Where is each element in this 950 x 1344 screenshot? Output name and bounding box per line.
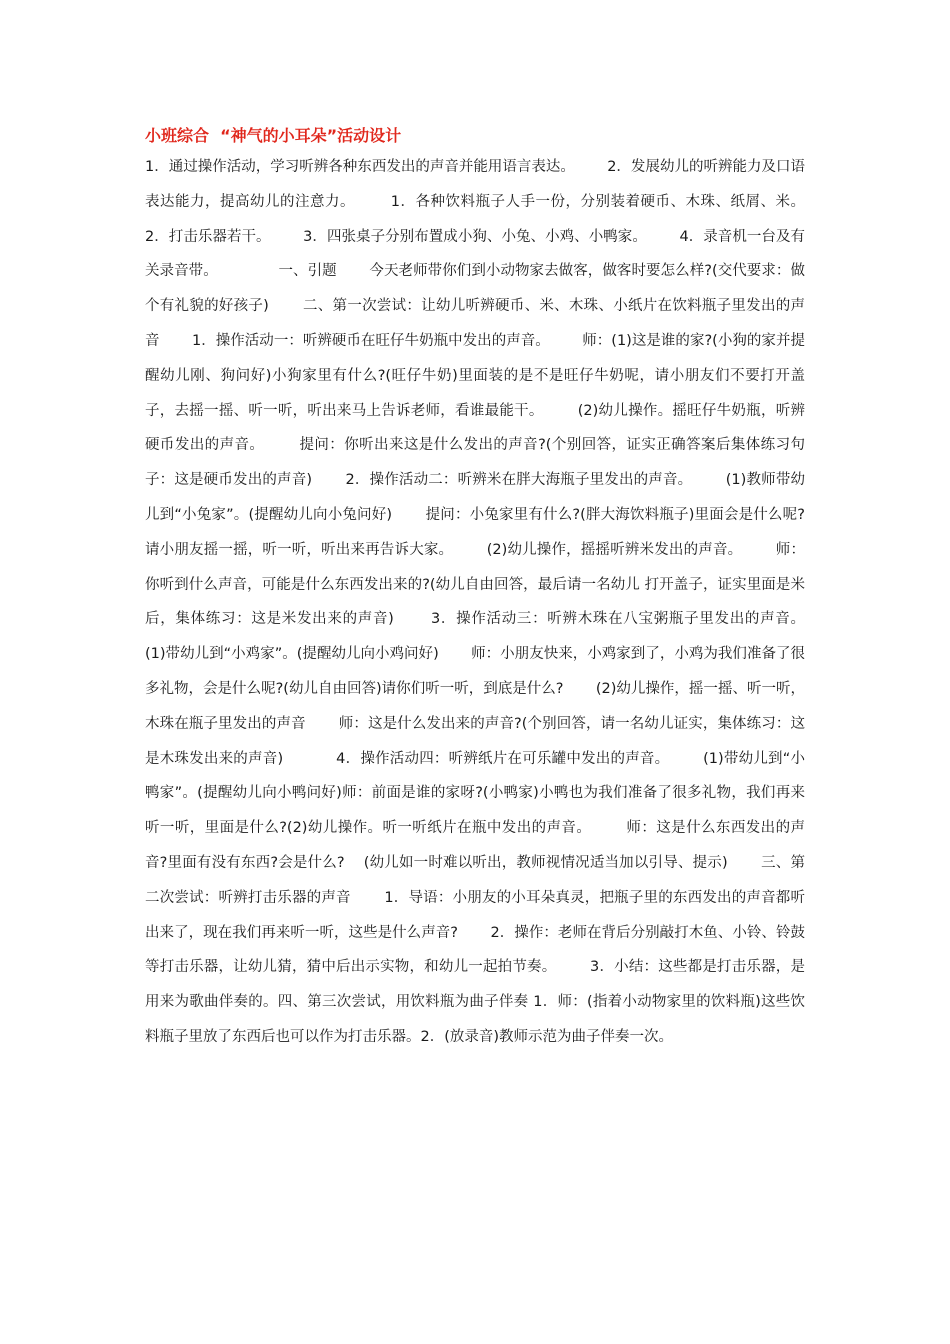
document-page xyxy=(145,122,838,1055)
document-body: 1．通过操作活动，学习听辨各种东西发出的声音并能用语言表达。 2．发展幼儿的听辨能力及口语表达能力，提高幼儿的注意力。 1．各种饮料瓶子人手一份，分别装着硬币、木珠、纸屑、米。 2．打击乐器若干。 3．四张桌子分别布置成小狗、小兔、小鸡、小鸭家。 4．录音机一台及有关录音带。 一、引题 今天老师带你们到小动物家去做客，做客时要怎么样?(交代要求：做个有礼貌的好孩子) 二、第一次尝试：让幼儿听辨硬币、米、木珠、小纸片在饮料瓶子里发出的声音 1．操作活动一：听辨硬币在旺仔牛奶瓶中发出的声音。 师：(1)这是谁的家?(小狗的家并提醒幼儿刚、狗问好)小狗家里有什么?(旺仔牛奶)里面装的是不是旺仔牛奶呢，请小朋友们不要打开盖子，去摇一摇、听一听，听出来马上告诉老师，看谁最能干。 (2)幼儿操作。摇旺仔牛奶瓶，听辨硬币发出的声音。 提问：你听出来这是什么发出的声音?(个别回答，证实正确答案后集体练习句子：这是硬币发出的声音) 2．操作活动二：听辨米在胖大海瓶子里发出的声音。 (1)教师带幼儿到“小兔家”。(提醒幼儿向小兔问好) 提问：小兔家里有什么?(胖大海饮料瓶子)里面会是什么呢?请小朋友摇一摇，听一听，听出来再告诉大家。 (2)幼儿操作，摇摇听辨米发出的声音。 师：你听到什么声音，可能是什么东西发出来的?(幼儿自由回答，最后请一名幼儿 打开盖子，证实里面是米后，集体练习：这是米发出来的声音) 3．操作活动三：听辨木珠在八宝粥瓶子里发出的声音。 (1)带幼儿到“小鸡家”。(提醒幼儿向小鸡问好) 师：小朋友快来，小鸡家到了，小鸡为我们准备了很多礼物，会是什么呢?(幼儿自由回答)请你们听一听，到底是什么? (2)幼儿操作，摇一摇、听一听，木珠在瓶子里发出的声音 师：这是什么发出来的声音?(个别回答，请一名幼儿证实，集体练习：这是木珠发出来的声音) 4．操作活动四：听辨纸片在可乐罐中发出的声音。 (1)带幼儿到“小鸭家”。(提醒幼儿向小鸭问好)师：前面是谁的家呀?(小鸭家)小鸭也为我们准备了很多礼物，我们再来听一听，里面是什么?(2)幼儿操作。听一听纸片在瓶中发出的声音。 师：这是什么东西发出的声音?里面有没有东西?会是什么? (幼儿如一时难以听出，教师视情况适当加以引导、提示) 三、第二次尝试：听辨打击乐器的声音 1．导语：小朋友的小耳朵真灵，把瓶子里的东西发出的声音都听出来了，现在我们再来听一听，这些是什么声音? 2．操作：老师在背后分别敲打木鱼、小铃、铃鼓等打击乐器，让幼儿猜，猜中后出示实物，和幼儿一起拍节奏。 3．小结：这些都是打击乐器，是用来为歌曲伴奏的。四、第三次尝试，用饮料瓶为曲子伴奏 1．师：(指着小动物家里的饮料瓶)这些饮料瓶子里放了东西后也可以作为打击乐器。2．(放录音)教师示范为曲子伴奏一次。 xyxy=(145,159,838,1045)
document-title: 小班综合 “神气的小耳朵”活动设计 xyxy=(145,126,402,145)
